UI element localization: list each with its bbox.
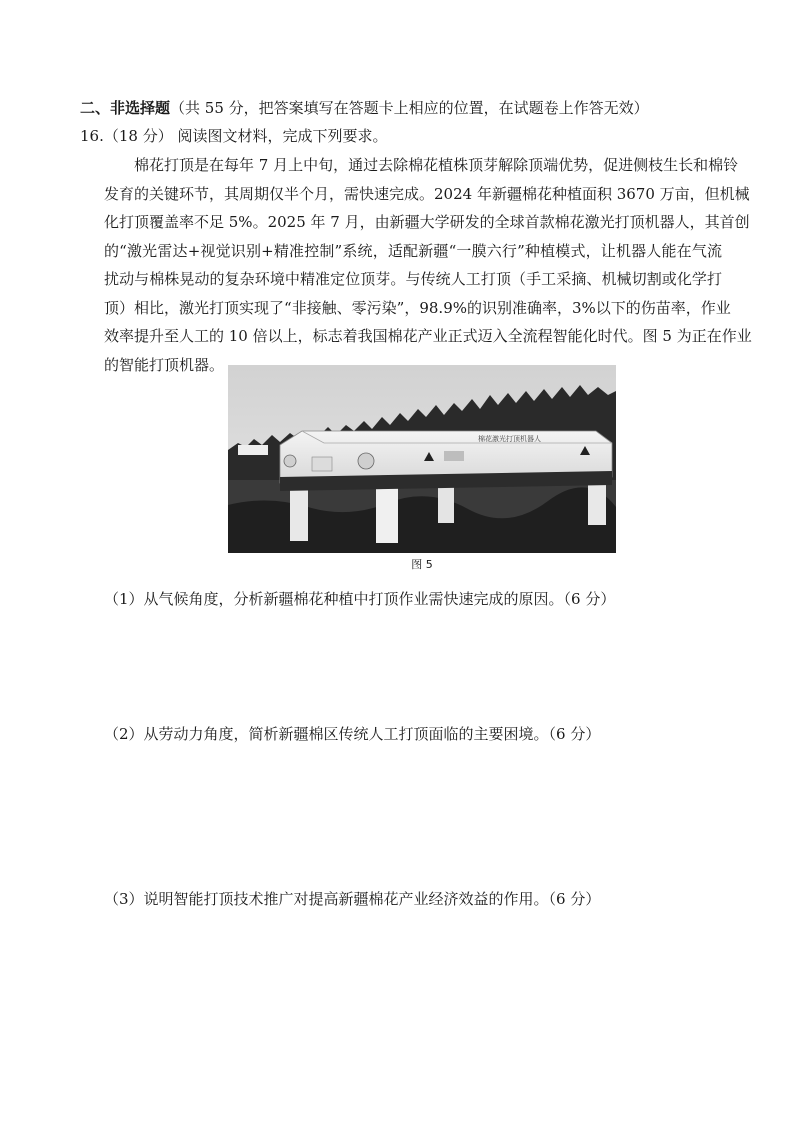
brand-logo — [444, 451, 464, 461]
robot-leg — [438, 485, 454, 523]
passage-line: 效率提升至人工的 10 倍以上，标志着我国棉花产业正式迈入全流程智能化时代。图 5 为正在作业 — [104, 327, 752, 345]
fan-icon — [358, 453, 374, 469]
question-number: 16. — [80, 127, 104, 145]
question-instruction: 阅读图文材料，完成下列要求。 — [177, 127, 388, 145]
answer-area-3[interactable] — [104, 916, 722, 1096]
sub-question-label: （2） — [104, 725, 144, 743]
question-header — [80, 125, 388, 147]
passage-line: 棉花打顶是在每年 7 月上中旬，通过去除棉花植株顶芽解除顶端优势，促进侧枝生长和棉铃 — [134, 156, 739, 174]
machine-label: 棉花激光打顶机器人 — [478, 435, 541, 443]
answer-area-1[interactable] — [104, 616, 722, 716]
passage-line: 的智能打顶机器。 — [104, 355, 225, 374]
sub-question-2 — [104, 723, 600, 745]
passage-line: 发育的关键环节，其周期仅半个月，需快速完成。2024 年新疆棉花种植面积 3670 万亩，但机械 — [104, 184, 750, 203]
passage-line: 顶）相比，激光打顶实现了“非接触、零污染”，98.9%的识别准确率，3%以下的伤苗率，作业 — [104, 298, 731, 317]
sub-question-1 — [104, 588, 615, 610]
fan-icon — [284, 455, 296, 467]
sub-question-3 — [104, 888, 600, 910]
reading-passage — [104, 151, 752, 379]
sub-question-label: （1） — [104, 590, 144, 608]
robot-leg — [588, 483, 606, 525]
figure-caption: 图 5 — [411, 558, 433, 571]
sub-question-text: 说明智能打顶技术推广对提高新疆棉花产业经济效益的作用。（6 分） — [143, 890, 601, 908]
distant-machine — [238, 445, 268, 455]
passage-line: 化打顶覆盖率不足 5%。2025 年 7 月，由新疆大学研发的全球首款棉花激光打顶机器人，其首创 — [104, 213, 750, 231]
sub-question-label: （3） — [104, 890, 144, 908]
section-title: 二、非选择题 — [80, 99, 171, 117]
figure-5-photo — [228, 365, 616, 553]
answer-area-2[interactable] — [104, 751, 722, 881]
sub-question-text: 从气候角度，分析新疆棉花种植中打顶作业需快速完成的原因。（6 分） — [143, 590, 616, 608]
passage-line: 扰动与棉株晃动的复杂环境中精准定位顶芽。与传统人工打顶（手工采摘、机械切割或化学打 — [104, 270, 722, 288]
question-points: （18 分） — [103, 127, 173, 145]
sub-question-text: 从劳动力角度，简析新疆棉区传统人工打顶面临的主要困境。（6 分） — [143, 725, 601, 743]
section-note: （共 55 分，把答案填写在答题卡上相应的位置，在试题卷上作答无效） — [170, 99, 649, 117]
robot-leg — [376, 487, 398, 543]
section-heading — [80, 97, 649, 119]
laser-topping-robot-photo — [228, 365, 616, 553]
access-panel — [312, 457, 332, 471]
robot-leg — [290, 485, 308, 541]
passage-line: 的“激光雷达+视觉识别+精准控制”系统，适配新疆“一膜六行”种植模式，让机器人能在气流 — [104, 241, 722, 260]
